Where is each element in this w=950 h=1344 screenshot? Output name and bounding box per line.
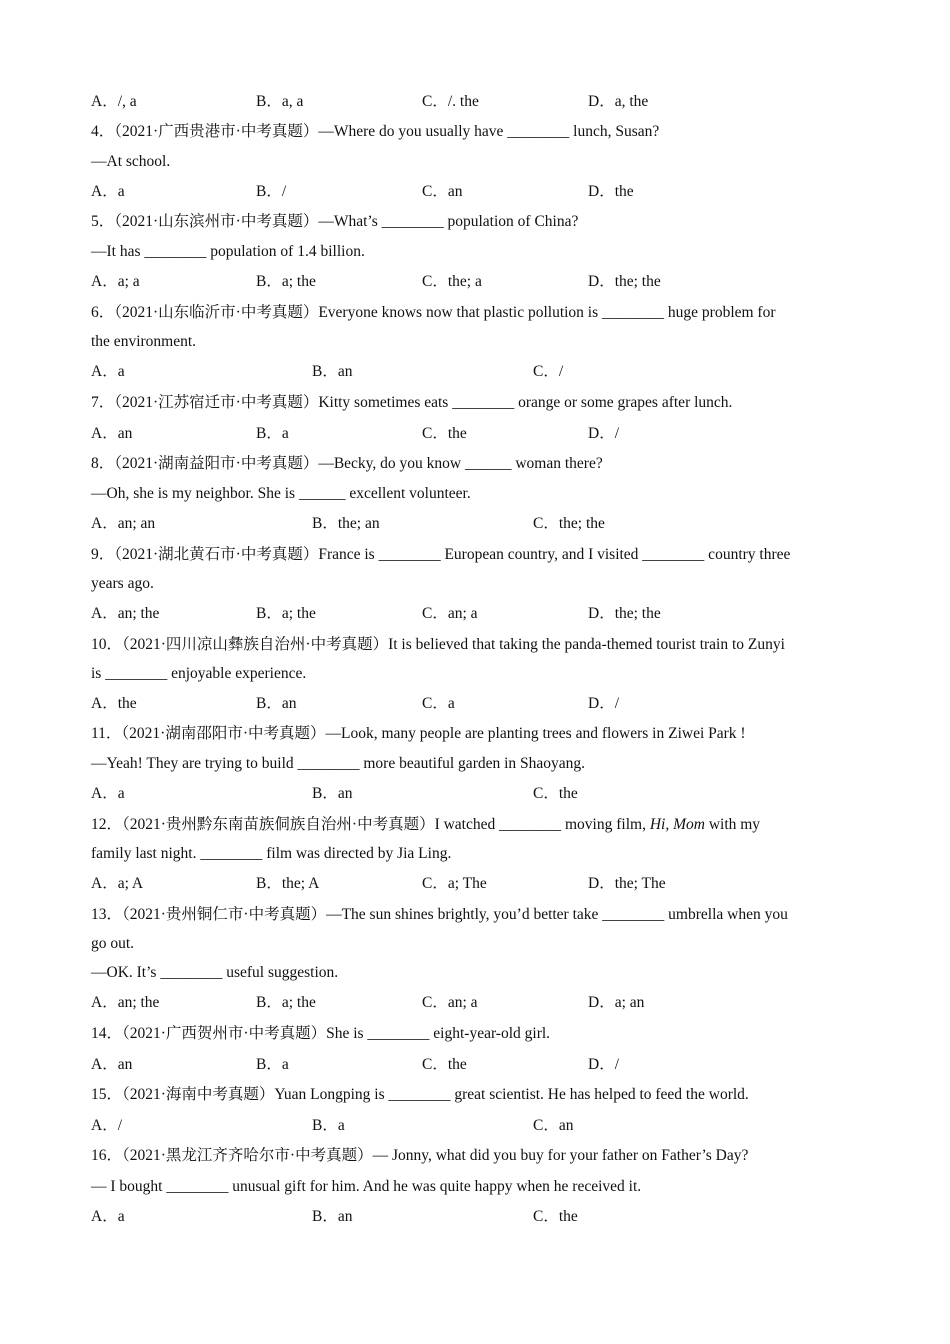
- q13-options: [91, 993, 871, 1013]
- q5-option-c: C．the; a: [422, 273, 482, 290]
- q5-stem: 5．（2021·山东滨州市·中考真题）—What’s ________ population of China?: [91, 213, 579, 230]
- q9-options: [91, 604, 871, 624]
- q5-option-d: D．the; the: [588, 273, 661, 290]
- q10-stem: 10．（2021·四川凉山彝族自治州·中考真题）It is believed that taking the panda-themed tourist train to Zunyi: [91, 636, 785, 653]
- q3-option-c: C．/. the: [422, 93, 479, 110]
- q4-stem-line2: —At school.: [91, 153, 171, 170]
- q11-stem: 11．（2021·湖南邵阳市·中考真题）—Look, many people are planting trees and flowers in Ziwei Park !: [91, 725, 746, 742]
- q11-option-c: C．the: [533, 785, 578, 802]
- q13-option-a: A．an; the: [91, 994, 160, 1011]
- q8-option-a: A．an; an: [91, 515, 156, 532]
- q7-option-c: C．the: [422, 425, 467, 442]
- q4-option-a: A．a: [91, 183, 125, 200]
- q12-stem-text-end: with my: [704, 816, 761, 833]
- q12-option-b: B．the; A: [256, 875, 320, 892]
- q7-options: [91, 424, 871, 444]
- q6-stem-line2: the environment.: [91, 333, 197, 350]
- q8-stem-line2: —Oh, she is my neighbor. She is ______ excellent volunteer.: [91, 485, 471, 502]
- q9-option-d: D．the; the: [588, 605, 661, 622]
- q4-stem: 4．（2021·广西贵港市·中考真题）—Where do you usually have ________ lunch, Susan?: [91, 123, 660, 140]
- q6-stem: 6．（2021·山东临沂市·中考真题）Everyone knows now that plastic pollution is ________ huge problem for: [91, 304, 776, 321]
- q13-stem-line3: —OK. It’s ________ useful suggestion.: [91, 964, 339, 981]
- q5-option-a: A．a; a: [91, 273, 140, 290]
- q3-option-d: D．a, the: [588, 93, 649, 110]
- q12-options: [91, 874, 871, 894]
- q11-stem-line2: —Yeah! They are trying to build ________ more beautiful garden in Shaoyang.: [91, 755, 586, 772]
- q10-option-a: A．the: [91, 695, 137, 712]
- q12-stem-text: 12．（2021·贵州黔东南苗族侗族自治州·中考真题）I watched ________ moving film,: [91, 816, 650, 833]
- q13-stem: 13．（2021·贵州铜仁市·中考真题）—The sun shines brightly, you’d better take ________ umbrella when you: [91, 906, 788, 923]
- q14-options: [91, 1055, 871, 1075]
- q15-option-c: C．an: [533, 1117, 574, 1134]
- q4-options: [91, 182, 871, 202]
- q6-options: [91, 362, 871, 382]
- q16-stem: 16．（2021·黑龙江齐齐哈尔市·中考真题）— Jonny, what did you buy for your father on Father’s Day?: [91, 1147, 749, 1164]
- q8-options: [91, 514, 871, 534]
- q10-options: [91, 694, 871, 714]
- q8-option-b: B．the; an: [312, 515, 380, 532]
- film-title: Hi, Mom: [649, 816, 705, 833]
- q12-stem-line2: family last night. ________ film was directed by Jia Ling.: [91, 845, 452, 862]
- q10-option-b: B．an: [256, 695, 297, 712]
- q16-stem-line2: — I bought ________ unusual gift for him. And he was quite happy when he received it.: [91, 1178, 642, 1195]
- q16-option-b: B．an: [312, 1208, 353, 1225]
- q4-option-c: C．an: [422, 183, 463, 200]
- q14-option-a: A．an: [91, 1056, 133, 1073]
- q6-option-b: B．an: [312, 363, 353, 380]
- q10-stem-line2: is ________ enjoyable experience.: [91, 665, 307, 682]
- q11-option-a: A．a: [91, 785, 125, 802]
- q12-option-a: A．a; A: [91, 875, 144, 892]
- q6-option-a: A．a: [91, 363, 125, 380]
- q3-option-a: A．/, a: [91, 93, 137, 110]
- q16-option-c: C．the: [533, 1208, 578, 1225]
- q5-option-b: B．a; the: [256, 273, 316, 290]
- q12-stem: [91, 815, 760, 835]
- q15-stem: 15．（2021·海南中考真题）Yuan Longping is ________ great scientist. He has helped to feed the world.: [91, 1086, 749, 1103]
- q9-stem-line2: years ago.: [91, 575, 154, 592]
- q3-options: [91, 92, 871, 112]
- q14-stem: 14．（2021·广西贺州市·中考真题）She is ________ eight-year-old girl.: [91, 1025, 551, 1042]
- q10-option-c: C．a: [422, 695, 455, 712]
- q5-options: [91, 272, 871, 292]
- q10-option-d: D．/: [588, 695, 620, 712]
- q13-stem-line2: go out.: [91, 935, 135, 952]
- q13-option-d: D．a; an: [588, 994, 645, 1011]
- q14-option-c: C．the: [422, 1056, 467, 1073]
- q9-option-b: B．a; the: [256, 605, 316, 622]
- q4-option-d: D．the: [588, 183, 634, 200]
- q16-option-a: A．a: [91, 1208, 125, 1225]
- q11-options: [91, 784, 871, 804]
- q12-option-d: D．the; The: [588, 875, 666, 892]
- q9-option-c: C．an; a: [422, 605, 478, 622]
- q6-option-c: C．/: [533, 363, 564, 380]
- q9-stem: 9．（2021·湖北黄石市·中考真题）France is ________ European country, and I visited ________ country three: [91, 546, 791, 563]
- q14-option-b: B．a: [256, 1056, 289, 1073]
- q7-option-b: B．a: [256, 425, 289, 442]
- q12-option-c: C．a; The: [422, 875, 487, 892]
- q16-options: [91, 1207, 871, 1227]
- q8-option-c: C．the; the: [533, 515, 605, 532]
- q7-option-a: A．an: [91, 425, 133, 442]
- q9-option-a: A．an; the: [91, 605, 160, 622]
- q15-option-b: B．a: [312, 1117, 345, 1134]
- q3-option-b: B．a, a: [256, 93, 304, 110]
- q11-option-b: B．an: [312, 785, 353, 802]
- q5-stem-line2: —It has ________ population of 1.4 billion.: [91, 243, 365, 260]
- q15-option-a: A．/: [91, 1117, 123, 1134]
- q13-option-b: B．a; the: [256, 994, 316, 1011]
- q13-option-c: C．an; a: [422, 994, 478, 1011]
- q14-option-d: D．/: [588, 1056, 620, 1073]
- q8-stem: 8．（2021·湖南益阳市·中考真题）—Becky, do you know ______ woman there?: [91, 455, 603, 472]
- q4-option-b: B．/: [256, 183, 287, 200]
- q7-stem: 7．（2021·江苏宿迁市·中考真题）Kitty sometimes eats ________ orange or some grapes after lunch.: [91, 394, 733, 411]
- q7-option-d: D．/: [588, 425, 620, 442]
- q15-options: [91, 1116, 871, 1136]
